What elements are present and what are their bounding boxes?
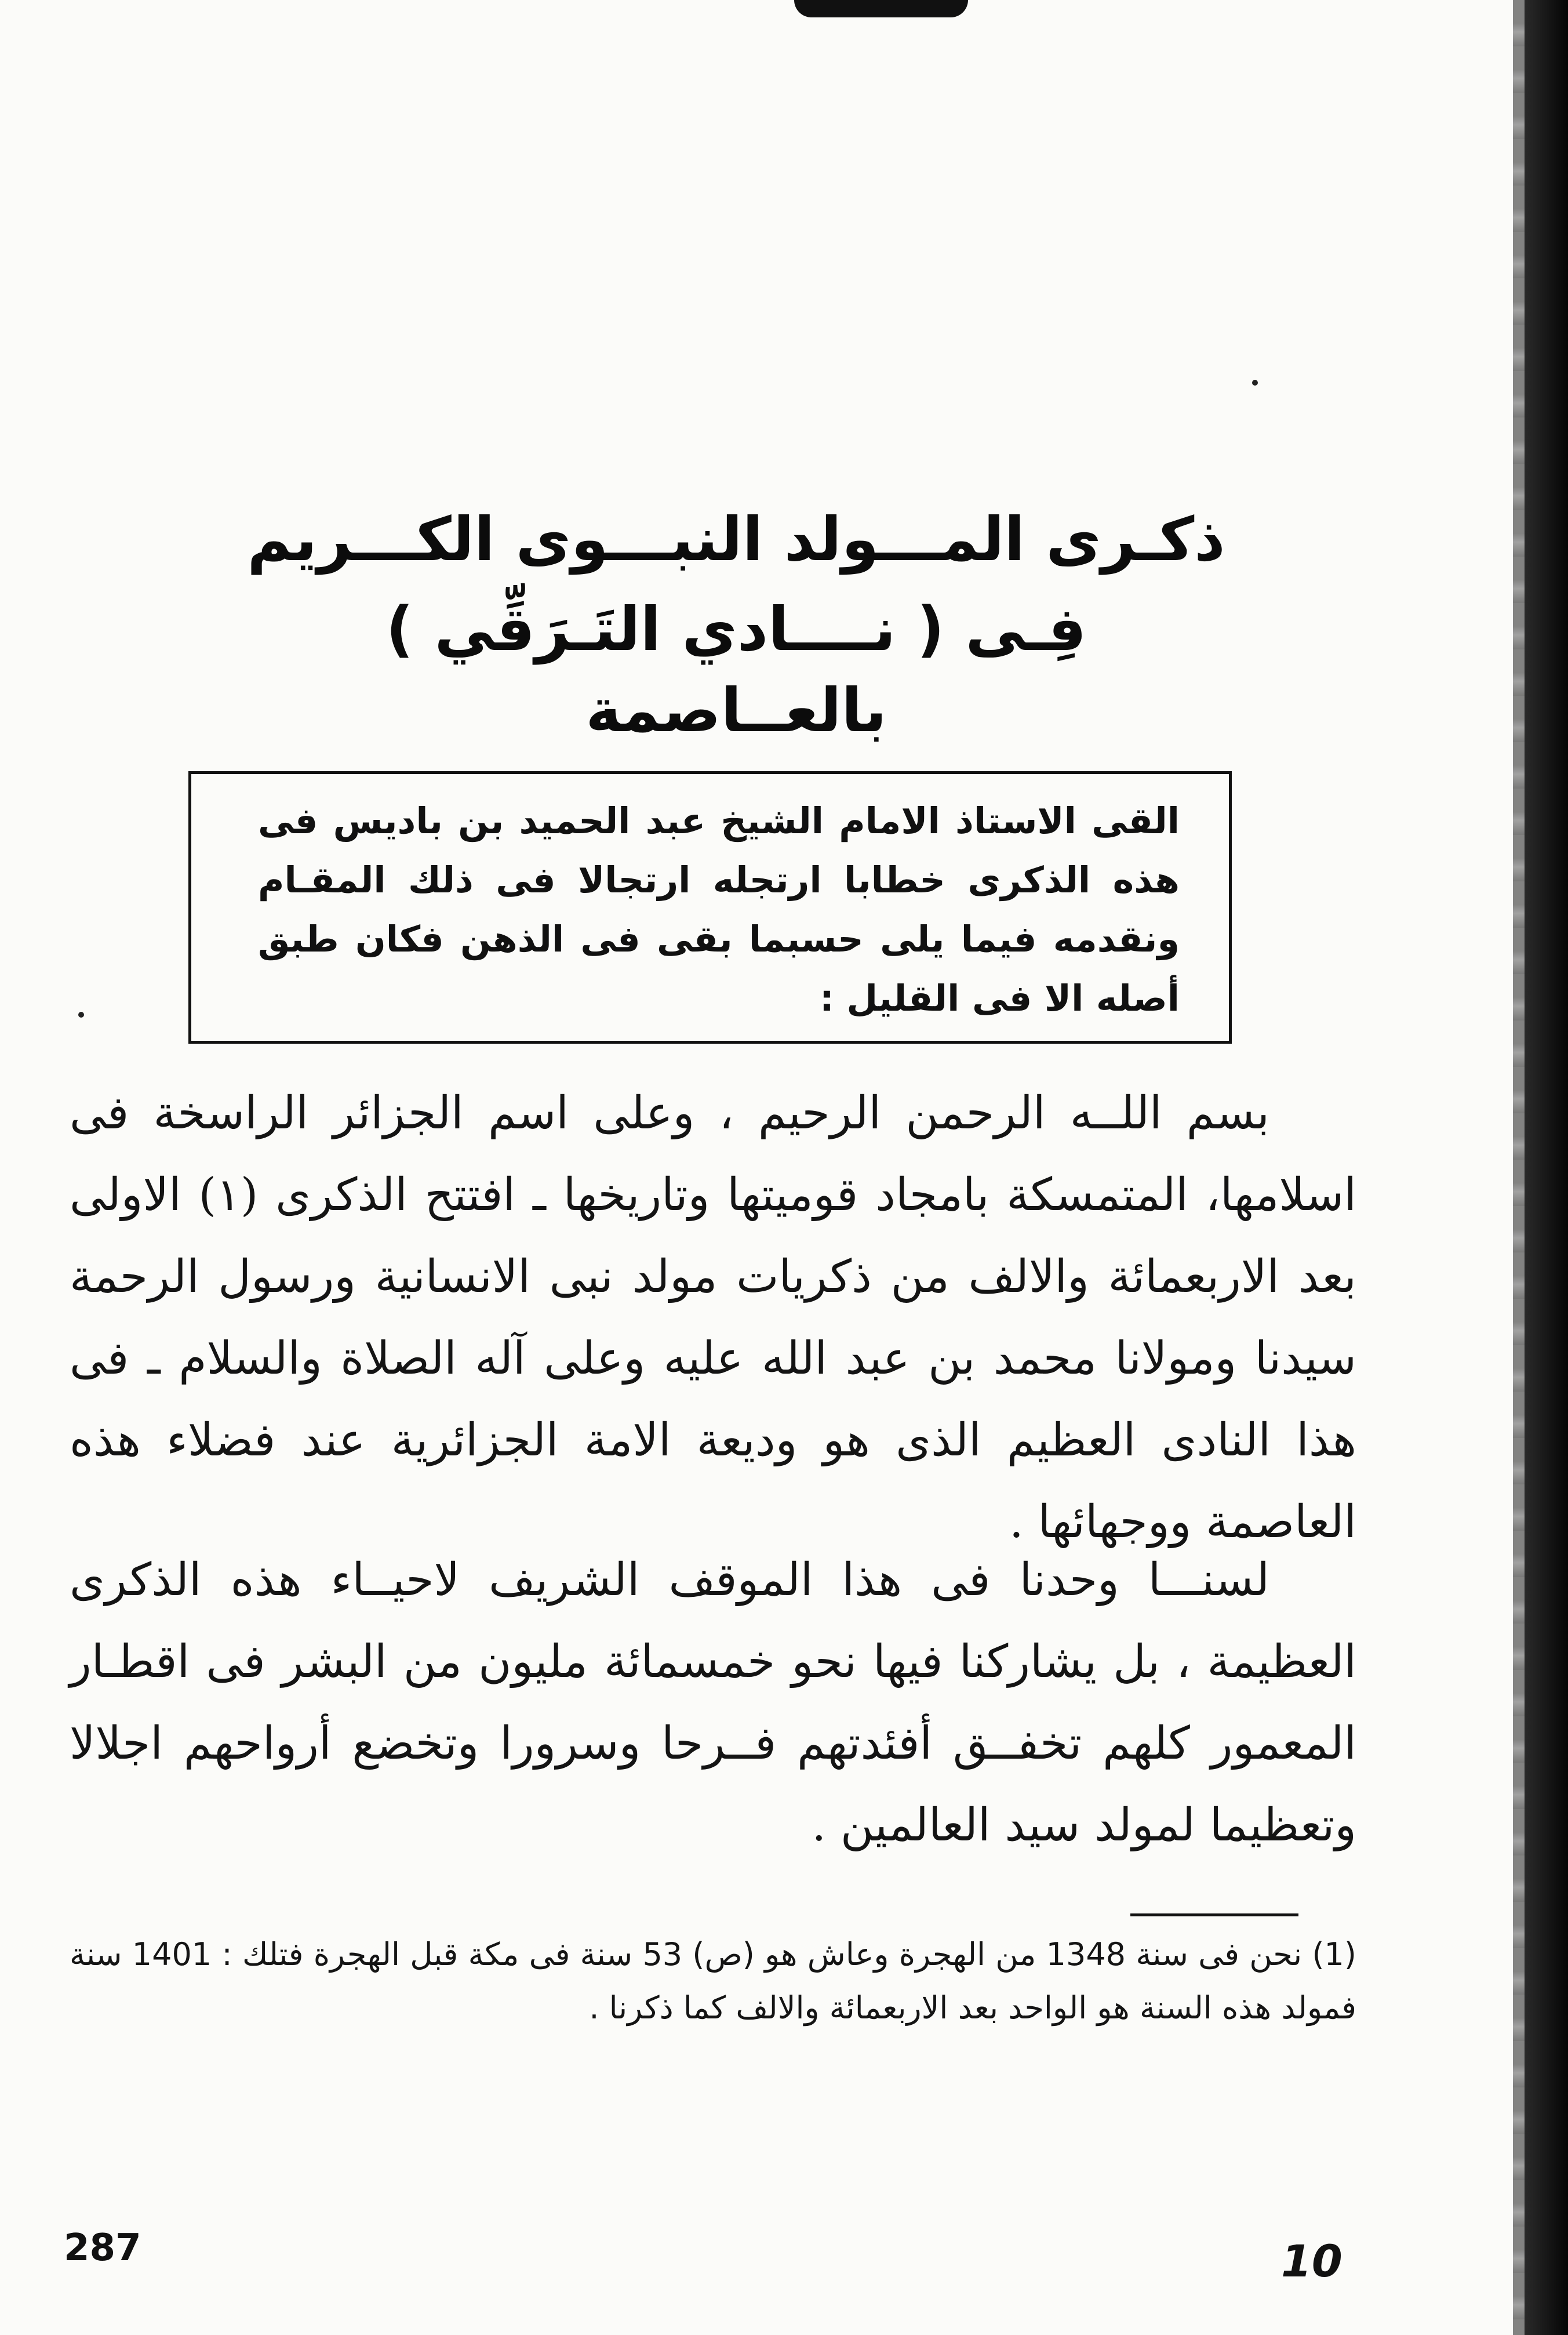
paragraph-text: بسم اللــه الرحمن الرحيم ، وعلى اسم الجزائر الراسخة فى اسلامها، المتمسكة بامجاد قوميتها وتاريخها ـ افتتح الذكرى (١) الاولى بعد الاربعمائة والالف من ذكريات مولد نبى الانسانية ورسول الرحمة سيدنا ومولانا محمد بن عبد الله عليه وعلى آله الصلاة والسلام ـ فى هذا النادى العظيم الذى هو وديعة الامة الجزائرية عند فضلاء هذه العاصمة ووجهائها .	[70, 1087, 1357, 1548]
paragraph-text: لسنـــا وحدنا فى هذا الموقف الشريف لاحيــاء هذه الذكرى العظيمة ، بل يشاركنا فيها نحو خمسمائة مليون من البشر فى اقطـار المعمور كلهم تخفــق أفئدتهم فــرحا وسرورا وتخضع أرواحهم اجلالا وتعظيما لمولد سيد العالمين .	[70, 1554, 1356, 1851]
speck	[1252, 380, 1258, 386]
intro-box: القى الاستاذ الامام الشيخ عبد الحميد بن باديس فى هذه الذكرى خطابا ارتجله ارتجالا فى ذلك المقـام ونقدمه فيما يلى حسبما بقى فى الذهن فكان طبق أصله الا فى القليل :	[188, 771, 1232, 1044]
page-number-left: 287	[64, 2227, 141, 2269]
page-subtitle: فِـى ( نــــادي التَـرَقِّي ) بالعــاصمة	[385, 594, 1087, 746]
page-title: ذكـرى المـــولد النبـــوى الكـــريم	[247, 504, 1225, 575]
scan-blot	[794, 0, 968, 17]
page-number-right: 10	[1281, 2235, 1343, 2287]
body-paragraph-1	[70, 1073, 1356, 1563]
footnote: (1) نحن فى سنة 1348 من الهجرة وعاش هو (ص) 53 سنة فى مكة قبل الهجرة فتلك : 1401 سنة فمولد هذه السنة هو الواحد بعد الاربعمائة والالف كما ذكرنا .	[70, 1936, 1356, 2026]
footnote-divider	[1130, 1913, 1298, 1916]
speck	[78, 1012, 84, 1018]
body-paragraph-2	[70, 1539, 1356, 1866]
scan-edge	[1525, 0, 1568, 2335]
